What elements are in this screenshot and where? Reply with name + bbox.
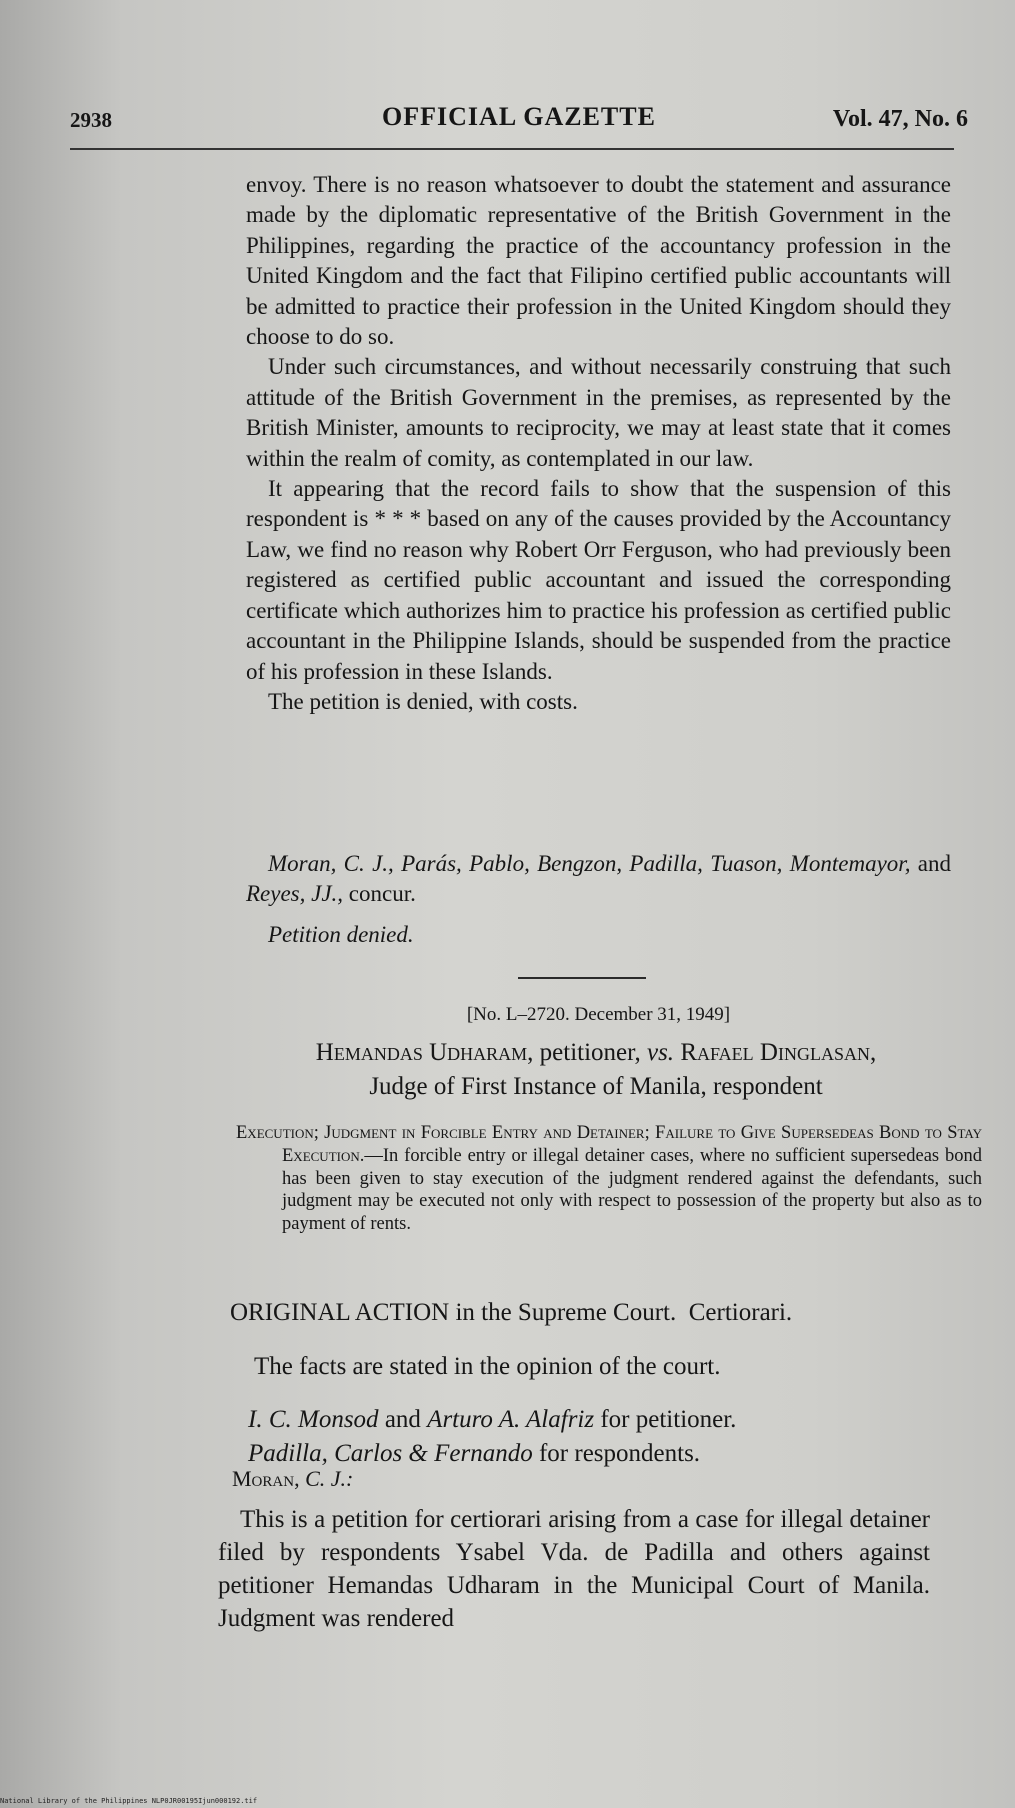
syllabus	[236, 1122, 982, 1236]
paragraph: envoy. There is no reason whatsoever to doubt the statement and assurance made by the diplomatic representative of the British Government in the Philippines, regarding the practice of the accountancy profession in the United Kingdom and the fact that Filipino certified public accountants will be admitted to practice their profession in the United Kingdom should they choose to do so.	[246, 172, 951, 350]
paragraph: It appearing that the record fails to show that the suspension of this respondent is * * * based on any of the causes provided by the Accountancy Law, we find no reason why Robert Orr Ferguson, who had previously been registered as certified public accountant and issued the corresponding certificate which authorizes him to practice his profession as certified public accountant in the Philippine Islands, should be suspended from the practice of his profession in these Islands.	[246, 476, 951, 684]
paragraph: Under such circumstances, and without necessarily construing that such attitude of the British Government in the premises, as represented by the British Minister, amounts to reciprocity, we may at least state that it comes within the realm of comity, as contemplated in our law.	[246, 354, 951, 471]
counsel-block: I. C. Monsod and Arturo A. Alafriz for petitioner. Padilla, Carlos & Fernando for respondents.	[248, 1406, 737, 1467]
publication-title: OFFICIAL GAZETTE	[382, 102, 656, 131]
header-rule	[70, 148, 954, 150]
concurrence: Moran, C. J., Parás, Pablo, Bengzon, Padilla, Tuason, Montemayor, and Reyes, JJ., concur.	[246, 851, 952, 907]
scan-source-footer: National Library of the Philippines NLP0JR00195Ijun000192.tif	[0, 1797, 258, 1805]
paragraph: The petition is denied, with costs.	[268, 688, 578, 714]
petitioner-name: Hemandas Udharam,	[315, 1039, 534, 1066]
page-header	[70, 102, 968, 142]
concurring-justices: Moran, C. J., Parás, Pablo, Bengzon, Padilla, Tuason, Montemayor,	[268, 851, 911, 876]
section-separator	[518, 977, 646, 979]
facts-statement: The facts are stated in the opinion of the court.	[254, 1353, 721, 1380]
volume-number: Vol. 47, No. 6	[832, 106, 968, 132]
disposition: Petition denied.	[268, 921, 414, 947]
case-number: [No. L–2720. December 31, 1949]	[466, 1004, 731, 1025]
original-action: ORIGINAL ACTION in the Supreme Court. Certiorari.	[230, 1299, 793, 1326]
case-title: Hemandas Udharam, petitioner, vs. Rafael Dinglasan, Judge of First Instance of Manila, respondent	[315, 1039, 877, 1100]
respondent-name: Rafael Dinglasan,	[680, 1039, 877, 1066]
syllabus-heading: Execution; Judgment in Forcible Entry and Detainer; Failure to Give Supersedeas Bond to Stay Execution.	[236, 1123, 982, 1166]
concurrence-block	[246, 849, 951, 960]
respondent-description: Judge of First Instance of Manila, respondent	[369, 1073, 823, 1100]
opinion-continuation	[246, 170, 951, 717]
opinion-body	[218, 1503, 930, 1635]
ponente: Moran, C. J.:	[232, 1466, 354, 1491]
page-number: 2938	[70, 108, 112, 132]
paragraph: This is a petition for certiorari arising from a case for illegal detainer filed by respondents Ysabel Vda. de Padilla and others against petitioner Hemandas Udharam in the Municipal Court of Manila. Judgment was rendered	[218, 1506, 930, 1632]
syllabus-text: —In forcible entry or illegal detainer cases, where no sufficient supersedeas bond has been given to stay execution of the judgment rendered against the defendants, such judgment may be executed not only with respect to possession of the property but also as to payment of rents.	[282, 1145, 982, 1235]
